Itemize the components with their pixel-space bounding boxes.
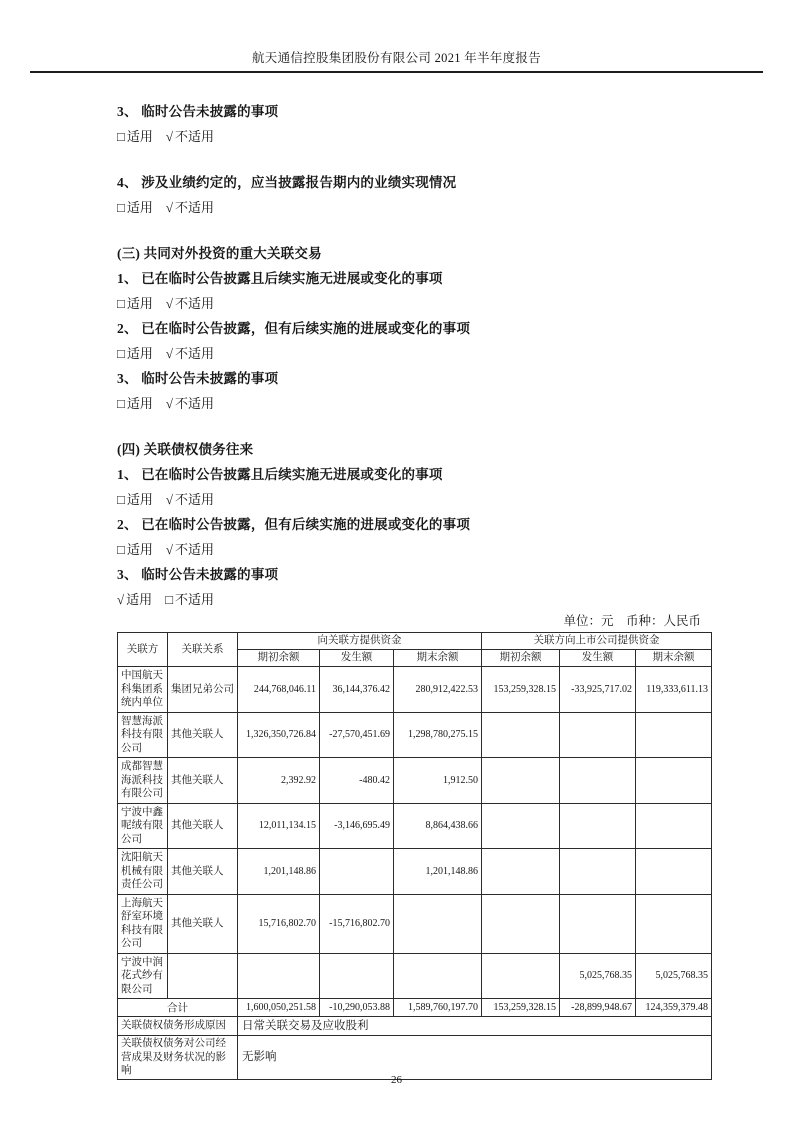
option-label: 适用 xyxy=(126,346,153,361)
cell-from-amount-incurred xyxy=(560,849,636,895)
checkbox-checked-icon: √ xyxy=(165,542,174,557)
cell-from-amount-incurred: 5,025,768.35 xyxy=(560,953,636,999)
item-heading: 3、 临时公告未披露的事项 xyxy=(117,371,279,386)
checkbox-unchecked-icon: □ xyxy=(117,542,125,557)
col-header-closing-balance: 期末余额 xyxy=(394,650,482,667)
cell-from-closing-balance xyxy=(636,758,712,804)
item-heading: 2、 已在临时公告披露，但有后续实施的进展或变化的事项 xyxy=(117,517,471,532)
cell-relationship: 集团兄弟公司 xyxy=(168,667,238,713)
option-not-applicable xyxy=(166,296,214,311)
option-not-applicable xyxy=(166,346,214,361)
table-footer-row xyxy=(118,1017,712,1036)
col-header-relationship: 关联关系 xyxy=(168,633,238,667)
table-row xyxy=(118,758,712,804)
checkbox-checked-icon: √ xyxy=(117,592,125,607)
checkbox-checked-icon: √ xyxy=(165,396,174,411)
applicability-line xyxy=(117,195,711,220)
applicability-line xyxy=(117,124,711,149)
option-label: 适用 xyxy=(126,542,153,557)
option-applicable xyxy=(117,296,153,311)
option-applicable xyxy=(117,592,152,607)
checkbox-unchecked-icon: □ xyxy=(165,592,174,607)
blank-line xyxy=(117,220,711,241)
option-applicable xyxy=(117,542,153,557)
cell-relationship xyxy=(168,953,238,999)
cell-total-to-closing-balance: 1,589,760,197.70 xyxy=(394,999,482,1017)
checkbox-unchecked-icon: □ xyxy=(117,296,125,311)
applicability-line xyxy=(117,487,711,512)
header-divider xyxy=(30,71,763,73)
checkbox-unchecked-icon: □ xyxy=(117,492,125,507)
table-total-row xyxy=(118,999,712,1017)
cell-from-opening-balance: 153,259,328.15 xyxy=(482,667,560,713)
checkbox-unchecked-icon: □ xyxy=(117,200,125,215)
option-label: 不适用 xyxy=(175,346,215,361)
option-not-applicable xyxy=(166,200,214,215)
applicability-line xyxy=(117,587,711,612)
col-group-funds-from-related-party: 关联方向上市公司提供资金 xyxy=(482,633,712,650)
cell-to-amount-incurred xyxy=(320,953,394,999)
cell-to-amount-incurred: -3,146,695.49 xyxy=(320,803,394,849)
option-label: 不适用 xyxy=(175,396,215,411)
item-heading: 4、 涉及业绩约定的，应当披露报告期内的业绩实现情况 xyxy=(117,175,457,190)
cell-from-closing-balance: 119,333,611.13 xyxy=(636,667,712,713)
cell-related-party: 宁波中鑫呢绒有限公司 xyxy=(118,803,168,849)
item-heading: 2、 已在临时公告披露，但有后续实施的进展或变化的事项 xyxy=(117,321,471,336)
item-heading: 1、 已在临时公告披露且后续实施无进展或变化的事项 xyxy=(117,467,443,482)
checkbox-checked-icon: √ xyxy=(165,346,174,361)
table-row xyxy=(118,849,712,895)
option-label: 不适用 xyxy=(175,492,215,507)
cell-to-amount-incurred: 36,144,376.42 xyxy=(320,667,394,713)
cell-to-amount-incurred xyxy=(320,849,394,895)
currency-unit-note: 单位：元 币种：人民币 xyxy=(563,614,701,628)
cell-relationship: 其他关联人 xyxy=(168,894,238,953)
cell-from-amount-incurred xyxy=(560,712,636,758)
cell-to-opening-balance xyxy=(238,953,320,999)
col-header-opening-balance: 期初余额 xyxy=(482,650,560,667)
page-number: 26 xyxy=(391,1074,402,1086)
applicability-line xyxy=(117,291,711,316)
table-body xyxy=(118,667,712,1080)
cell-to-opening-balance: 1,201,148.86 xyxy=(238,849,320,895)
cell-from-closing-balance xyxy=(636,803,712,849)
cell-from-amount-incurred xyxy=(560,758,636,804)
table-row xyxy=(118,953,712,999)
cell-related-party: 宁波中润花式纱有限公司 xyxy=(118,953,168,999)
cell-from-closing-balance xyxy=(636,849,712,895)
cell-from-amount-incurred xyxy=(560,894,636,953)
option-label: 不适用 xyxy=(175,542,215,557)
cell-from-opening-balance xyxy=(482,712,560,758)
option-label: 适用 xyxy=(126,592,153,607)
item-heading: 1、 已在临时公告披露且后续实施无进展或变化的事项 xyxy=(117,271,443,286)
cell-related-party: 成都智慧海派科技有限公司 xyxy=(118,758,168,804)
cell-to-opening-balance: 15,716,802.70 xyxy=(238,894,320,953)
cell-footer-label: 关联债权债务对公司经营成果及财务状况的影响 xyxy=(118,1036,238,1080)
body-blocks xyxy=(117,99,711,612)
related-party-debt-table xyxy=(117,632,712,1080)
checkbox-checked-icon: √ xyxy=(165,492,174,507)
option-label: 适用 xyxy=(126,200,153,215)
cell-to-opening-balance: 12,011,134.15 xyxy=(238,803,320,849)
cell-relationship: 其他关联人 xyxy=(168,712,238,758)
col-header-closing-balance: 期末余额 xyxy=(636,650,712,667)
cell-total-label: 合计 xyxy=(118,999,238,1017)
cell-total-from-opening-balance: 153,259,328.15 xyxy=(482,999,560,1017)
option-label: 不适用 xyxy=(175,592,215,607)
cell-relationship: 其他关联人 xyxy=(168,849,238,895)
applicability-line xyxy=(117,341,711,366)
option-label: 不适用 xyxy=(175,129,215,144)
col-header-opening-balance: 期初余额 xyxy=(238,650,320,667)
col-header-amount-incurred: 发生额 xyxy=(320,650,394,667)
cell-to-closing-balance: 1,201,148.86 xyxy=(394,849,482,895)
applicability-line xyxy=(117,537,711,562)
option-label: 适用 xyxy=(126,492,153,507)
cell-footer-value: 日常关联交易及应收股利 xyxy=(238,1017,712,1036)
option-not-applicable xyxy=(166,396,214,411)
checkbox-unchecked-icon: □ xyxy=(117,129,125,144)
section-heading: (三) 共同对外投资的重大关联交易 xyxy=(117,246,322,261)
cell-relationship: 其他关联人 xyxy=(168,758,238,804)
option-label: 不适用 xyxy=(175,296,215,311)
option-not-applicable xyxy=(166,492,214,507)
page-content xyxy=(117,99,711,1080)
cell-footer-label: 关联债权债务形成原因 xyxy=(118,1017,238,1036)
option-applicable xyxy=(117,346,153,361)
cell-to-opening-balance: 2,392.92 xyxy=(238,758,320,804)
cell-related-party: 上海航天舒室环境科技有限公司 xyxy=(118,894,168,953)
cell-to-amount-incurred: -480.42 xyxy=(320,758,394,804)
option-label: 适用 xyxy=(126,296,153,311)
table-row xyxy=(118,803,712,849)
checkbox-checked-icon: √ xyxy=(165,129,174,144)
item-heading: 3、 临时公告未披露的事项 xyxy=(117,567,279,582)
cell-total-from-amount-incurred: -28,899,948.67 xyxy=(560,999,636,1017)
cell-to-amount-incurred: -27,570,451.69 xyxy=(320,712,394,758)
table-row xyxy=(118,667,712,713)
item-heading: 3、 临时公告未披露的事项 xyxy=(117,104,279,119)
cell-footer-value: 无影响 xyxy=(238,1036,712,1080)
checkbox-unchecked-icon: □ xyxy=(117,396,125,411)
section-heading: (四) 关联债权债务往来 xyxy=(117,442,254,457)
option-not-applicable xyxy=(166,542,214,557)
cell-related-party: 沈阳航天机械有限责任公司 xyxy=(118,849,168,895)
table-footer-row xyxy=(118,1036,712,1080)
option-applicable xyxy=(117,129,153,144)
cell-related-party: 中国航天科集团系统内单位 xyxy=(118,667,168,713)
col-header-amount-incurred: 发生额 xyxy=(560,650,636,667)
option-label: 适用 xyxy=(126,396,153,411)
blank-line xyxy=(117,149,711,170)
cell-from-opening-balance xyxy=(482,803,560,849)
cell-to-closing-balance: 8,864,438.66 xyxy=(394,803,482,849)
cell-to-opening-balance: 1,326,350,726.84 xyxy=(238,712,320,758)
cell-relationship: 其他关联人 xyxy=(168,803,238,849)
cell-from-opening-balance xyxy=(482,894,560,953)
col-header-related-party: 关联方 xyxy=(118,633,168,667)
cell-to-opening-balance: 244,768,046.11 xyxy=(238,667,320,713)
option-applicable xyxy=(117,492,153,507)
col-group-funds-to-related-party: 向关联方提供资金 xyxy=(238,633,482,650)
report-header-title: 航天通信控股集团股份有限公司 2021 年半年度报告 xyxy=(251,51,542,65)
cell-total-to-opening-balance: 1,600,050,251.58 xyxy=(238,999,320,1017)
cell-to-closing-balance: 1,912.50 xyxy=(394,758,482,804)
option-label: 不适用 xyxy=(175,200,215,215)
cell-from-amount-incurred xyxy=(560,803,636,849)
cell-from-opening-balance xyxy=(482,849,560,895)
cell-to-closing-balance xyxy=(394,894,482,953)
blank-line xyxy=(117,416,711,437)
cell-to-closing-balance xyxy=(394,953,482,999)
cell-from-closing-balance xyxy=(636,894,712,953)
cell-total-from-closing-balance: 124,359,379.48 xyxy=(636,999,712,1017)
cell-from-opening-balance xyxy=(482,953,560,999)
cell-from-opening-balance xyxy=(482,758,560,804)
cell-from-closing-balance: 5,025,768.35 xyxy=(636,953,712,999)
checkbox-checked-icon: √ xyxy=(165,200,174,215)
table-row xyxy=(118,894,712,953)
cell-to-closing-balance: 280,912,422.53 xyxy=(394,667,482,713)
cell-to-amount-incurred: -15,716,802.70 xyxy=(320,894,394,953)
checkbox-unchecked-icon: □ xyxy=(117,346,125,361)
cell-from-amount-incurred: -33,925,717.02 xyxy=(560,667,636,713)
table-row xyxy=(118,712,712,758)
option-applicable xyxy=(117,200,153,215)
cell-total-to-amount-incurred: -10,290,053.88 xyxy=(320,999,394,1017)
option-label: 适用 xyxy=(126,129,153,144)
cell-related-party: 智慧海派科技有限公司 xyxy=(118,712,168,758)
cell-to-closing-balance: 1,298,780,275.15 xyxy=(394,712,482,758)
table-header-row-groups xyxy=(118,633,712,650)
table-header xyxy=(118,633,712,667)
cell-from-closing-balance xyxy=(636,712,712,758)
option-not-applicable xyxy=(165,592,214,607)
option-applicable xyxy=(117,396,153,411)
checkbox-checked-icon: √ xyxy=(165,296,174,311)
applicability-line xyxy=(117,391,711,416)
option-not-applicable xyxy=(166,129,214,144)
